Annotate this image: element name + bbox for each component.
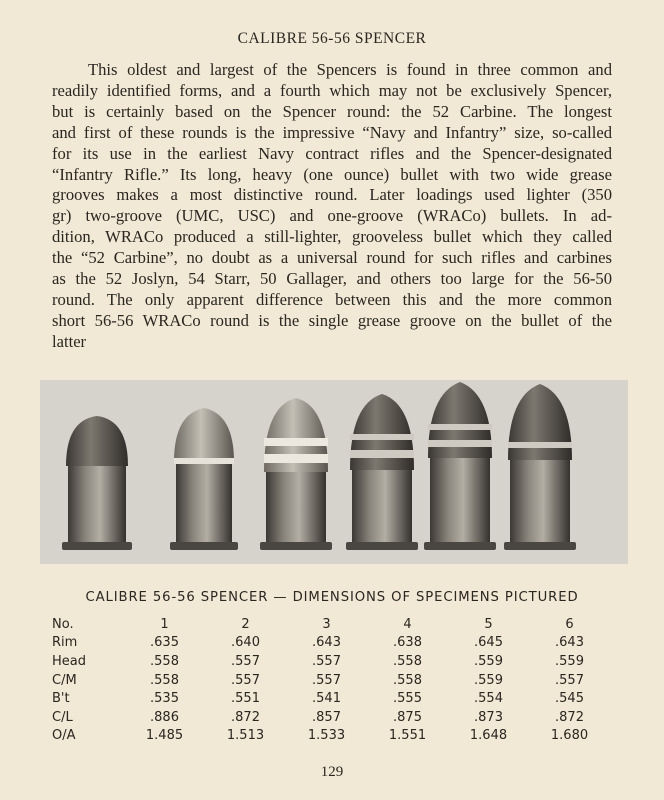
table-cell: .857 — [312, 709, 341, 725]
table-row — [52, 634, 610, 653]
cartridge-illustration — [40, 380, 628, 564]
table-row — [52, 727, 610, 746]
table-cell: .635 — [150, 635, 179, 651]
table-cell: .886 — [150, 709, 179, 725]
column-header: 1 — [160, 616, 169, 632]
table-row — [52, 689, 610, 708]
paragraph-line: short 56-56 WRACo round is the single grease groove on the bullet of the — [52, 310, 612, 330]
column-header: 4 — [403, 616, 412, 632]
table-row — [52, 652, 610, 671]
paragraph-line: This oldest and largest of the Spencers is found in three common and — [88, 60, 612, 79]
column-header: 6 — [565, 616, 574, 632]
table-cell: .873 — [474, 709, 503, 725]
paragraph-line: but is certainly based on the Spencer round: the 52 Carbine. The longest — [52, 101, 612, 121]
paragraph-line: grooves makes a most distinctive round. Later loadings used lighter (350 — [52, 185, 612, 205]
table-cell: .545 — [555, 691, 584, 707]
cartridge-photo — [40, 380, 628, 564]
table-cell: .555 — [393, 691, 422, 707]
page-title: CALIBRE 56-56 SPENCER — [237, 30, 427, 47]
table-cell: .559 — [474, 672, 503, 688]
row-label: C/L — [52, 709, 73, 725]
row-label: Rim — [52, 635, 78, 651]
table-cell: .558 — [150, 653, 179, 669]
table-cell: .640 — [231, 635, 260, 651]
table-cell: .872 — [231, 709, 260, 725]
table-cell: .643 — [555, 635, 584, 651]
dimensions-table — [52, 615, 610, 745]
column-header: 2 — [241, 616, 250, 632]
paragraph-line: for its use in the earliest Navy contract rifles and the Spencer-designated — [52, 143, 612, 163]
column-header: No. — [52, 616, 74, 632]
table-cell: .558 — [150, 672, 179, 688]
table-cell: .638 — [393, 635, 422, 651]
table-cell: 1.485 — [145, 728, 184, 744]
row-label: O/A — [52, 728, 76, 744]
paragraph-line: “Infantry Rifle.” Its long, heavy (one ounce) bullet with two wide grease — [52, 164, 612, 184]
page-number: 129 — [320, 764, 344, 780]
paragraph-line: latter — [52, 331, 87, 351]
table-cell: .645 — [474, 635, 503, 651]
table-title: CALIBRE 56-56 SPENCER — DIMENSIONS OF SPECIMENS PICTURED — [85, 590, 579, 605]
table-cell: 1.551 — [388, 728, 427, 744]
table-cell: .557 — [231, 672, 260, 688]
column-header: 3 — [322, 616, 331, 632]
table-cell: .875 — [393, 709, 422, 725]
table-cell: .559 — [555, 653, 584, 669]
table-cell: .557 — [312, 672, 341, 688]
paragraph-line: as the 52 Joslyn, 54 Starr, 50 Gallager, and others too large for the 56-50 — [52, 269, 612, 289]
table-cell: .558 — [393, 653, 422, 669]
table-cell: .551 — [231, 691, 260, 707]
body-paragraph — [52, 60, 612, 353]
table-cell: .541 — [312, 691, 341, 707]
table-cell: 1.533 — [307, 728, 346, 744]
column-header: 5 — [484, 616, 493, 632]
table-row — [52, 708, 610, 727]
table-cell: .554 — [474, 691, 503, 707]
table-cell: 1.648 — [469, 728, 508, 744]
paragraph-line: dition, WRACo produced a still-lighter, grooveless bullet which they called — [52, 227, 612, 247]
table-cell: .535 — [150, 691, 179, 707]
table-cell: 1.513 — [226, 728, 265, 744]
table-cell: .558 — [393, 672, 422, 688]
row-label: C/M — [52, 672, 77, 688]
table-cell: .557 — [555, 672, 584, 688]
table-cell: .557 — [312, 653, 341, 669]
cartridge-1 — [62, 416, 132, 550]
paragraph-line: and first of these rounds is the impressive “Navy and Infantry” size, so-called — [52, 122, 612, 142]
table-cell: .872 — [555, 709, 584, 725]
row-label: Head — [52, 653, 86, 669]
paragraph-line: gr) two-groove (UMC, USC) and one-groove (WRACo) bullets. In ad- — [52, 206, 612, 226]
cartridge-2 — [170, 408, 238, 550]
table-cell: .559 — [474, 653, 503, 669]
table-cell: .557 — [231, 653, 260, 669]
row-label: B't — [52, 691, 70, 707]
paragraph-line: readily identified forms, and a fourth which may not be exclusively Spencer, — [52, 80, 612, 100]
table-cell: .643 — [312, 635, 341, 651]
table-row — [52, 671, 610, 690]
paragraph-line: round. The only apparent difference between this and the more common — [52, 289, 612, 309]
table-header-row — [52, 615, 610, 634]
paragraph-line: the “52 Carbine”, no doubt as a universal round for such rifles and carbines — [52, 248, 612, 268]
table-cell: 1.680 — [550, 728, 589, 744]
